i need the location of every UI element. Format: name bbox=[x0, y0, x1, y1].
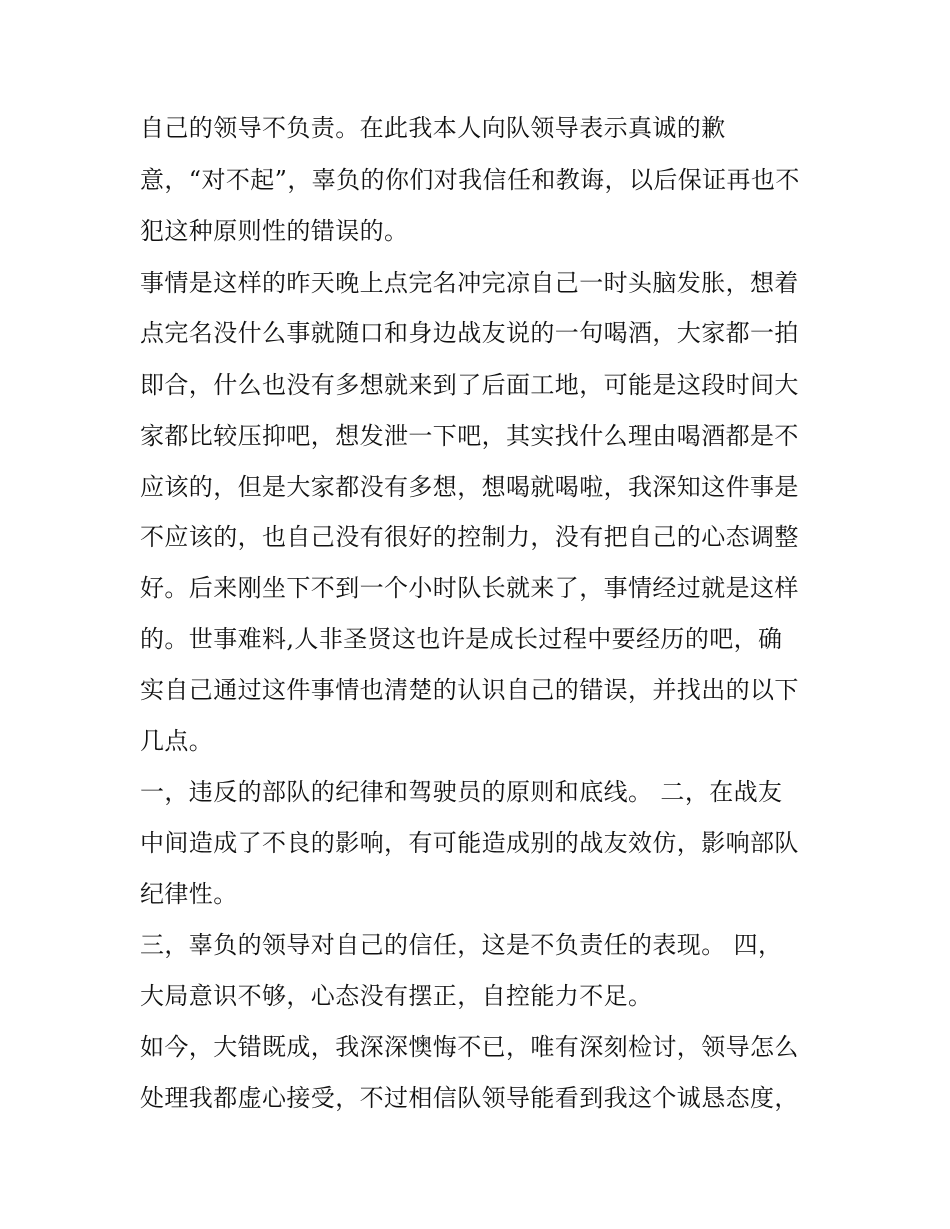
text-line: 即合，什么也没有多想就来到了后面工地，可能是这段时间大 bbox=[140, 371, 799, 399]
text-line: 自己的领导不负责。在此我本人向队领导表示真诚的歉 bbox=[140, 114, 726, 142]
text-line: 中间造成了不良的影响，有可能造成别的战友效仿，影响部队 bbox=[140, 829, 799, 857]
text-line: 家都比较压抑吧，想发泄一下吧，其实找什么理由喝酒都是不 bbox=[140, 422, 799, 450]
text-line: 处理我都虚心接受，不过相信队领导能看到我这个诚恳态度， bbox=[140, 1084, 799, 1112]
text-line: 三，辜负的领导对自己的信任，这是不负责任的表现。 四， bbox=[140, 931, 783, 959]
text-line: 意，“对不起”，辜负的你们对我信任和教诲，以后保证再也不 bbox=[140, 166, 800, 194]
text-line: 应该的，但是大家都没有多想，想喝就喝啦，我深知这件事是 bbox=[140, 473, 799, 501]
text-line: 大局意识不够，心态没有摆正，自控能力不足。 bbox=[140, 982, 653, 1010]
text-line: 如今，大错既成，我深深懊悔不已，唯有深刻检讨，领导怎么 bbox=[140, 1033, 799, 1061]
text-line: 事情是这样的昨天晚上点完名冲完凉自己一时头脑发胀，想着 bbox=[140, 269, 799, 297]
text-line: 的。世事难料,人非圣贤这也许是成长过程中要经历的吧，确 bbox=[140, 625, 783, 653]
text-line: 好。后来刚坐下不到一个小时队长就来了，事情经过就是这样 bbox=[140, 574, 799, 602]
text-line: 不应该的，也自己没有很好的控制力，没有把自己的心态调整 bbox=[140, 523, 799, 551]
text-line: 几点。 bbox=[140, 727, 214, 755]
text-line: 犯这种原则性的错误的。 bbox=[140, 217, 409, 245]
text-line: 纪律性。 bbox=[140, 880, 238, 908]
text-line: 一，违反的部队的纪律和驾驶员的原则和底线。 二，在战友 bbox=[140, 778, 783, 806]
text-line: 实自己通过这件事情也清楚的认识自己的错误，并找出的以下 bbox=[140, 676, 799, 704]
text-line: 点完名没什么事就随口和身边战友说的一句喝酒，大家都一拍 bbox=[140, 319, 799, 347]
